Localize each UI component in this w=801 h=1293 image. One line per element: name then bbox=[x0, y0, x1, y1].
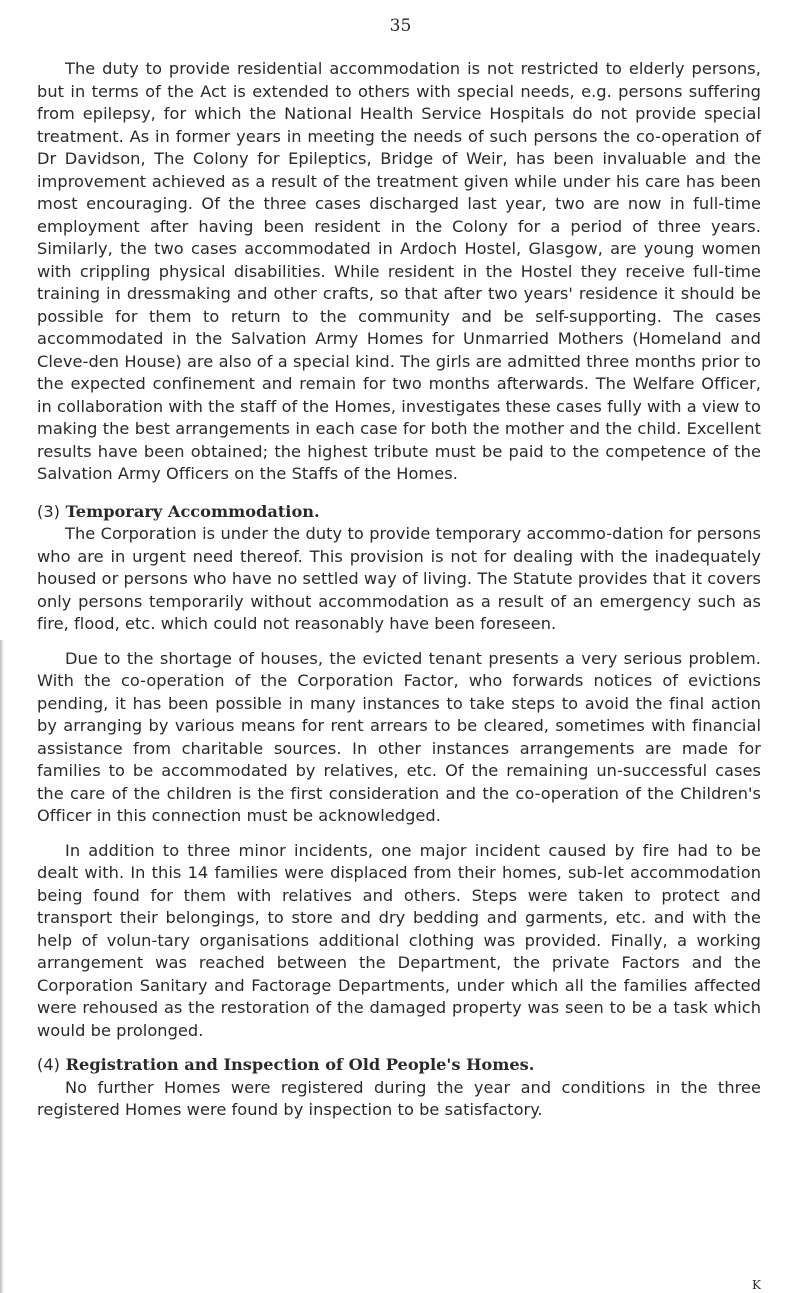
scan-edge-shadow bbox=[0, 640, 4, 1293]
paragraph-residential-accommodation: The duty to provide residential accommodation is not restricted to elderly persons, but in terms of the Act is extended to others with special needs, e.g. persons suffering from epilepsy, for which the National Health Service Hospitals do not provide special treatment. As in former years in meeting the needs of such persons the co-operation of Dr Davidson, The Colony for Epileptics, Bridge of Weir, has been invaluable and the improvement achieved as a result of the treatment given while under his care has been most encouraging. Of the three cases discharged last year, two are now in full-time employment after having been resident in the Colony for a period of three years. Similarly, the two cases accommodated in Ardoch Hostel, Glasgow, are young women with crippling physical disabilities. While resident in the Hostel they receive full-time training in dressmaking and other crafts, so that after two years' residence it should be possible for them to return to the community and be self-supporting. The cases accommodated in the Salvation Army Homes for Unmarried Mothers (Homeland and Cleve-den House) are also of a special kind. The girls are admitted three months prior to the expected confinement and remain for two months afterwards. The Welfare Officer, in collaboration with the staff of the Homes, investigates these cases fully with a view to making the best arrangements in each case for both the mother and the child. Excellent results have been obtained; the highest tribute must be paid to the competence of the Salvation Army Officers on the Staffs of the Homes. bbox=[37, 59, 761, 483]
section-heading-registration bbox=[37, 1054, 761, 1077]
paragraph-fire-incident: In addition to three minor incidents, one major incident caused by fire had to be dealt with. In this 14 families were displaced from their homes, sub-let accommodation being found for them with relatives and others. Steps were taken to protect and transport their belongings, to store and dry bedding and garments, etc. and with the help of volun-tary organisations additional clothing was provided. Finally, a working arrangement was reached between the Department, the private Factors and the Corporation Sanitary and Factorage Departments, under which all the families affected were rehoused as the restoration of the damaged property was seen to be a task which would be prolonged. bbox=[37, 840, 761, 1040]
section-number: (3) bbox=[37, 501, 60, 521]
page-number: 35 bbox=[389, 16, 412, 36]
section-heading-temporary-accommodation bbox=[37, 501, 761, 524]
signature-mark: K bbox=[752, 1278, 761, 1292]
paragraph-temporary-duty: The Corporation is under the duty to provide temporary accommo-dation for persons who are in urgent need thereof. This provision is not for dealing with the inadequately housed or persons who have no settled way of living. The Statute provides that it covers only persons temporarily without accommodation as a result of an emergency such as fire, flood, etc. which could not reasonably have been foreseen. bbox=[37, 524, 761, 633]
paragraph-evicted-tenant: Due to the shortage of houses, the evicted tenant presents a very serious problem. With the co-operation of the Corporation Factor, who forwards notices of evictions pending, it has been possible in many instances to take steps to avoid the final action by arranging by various means for rent arrears to be cleared, sometimes with financial assistance from charitable sources. In other instances arrangements are made for families to be accommodated by relatives, etc. Of the remaining un-successful cases the care of the children is the first consideration and the co-operation of the Children's Officer in this connection must be acknowledged. bbox=[37, 648, 761, 825]
document-body bbox=[37, 58, 761, 1122]
section-number: (4) bbox=[37, 1055, 60, 1074]
paragraph-registered-homes: No further Homes were registered during the year and conditions in the three registered Homes were found by inspection to be satisfactory. bbox=[37, 1077, 761, 1119]
section-title: Temporary Accommodation. bbox=[65, 501, 320, 521]
section-title: Registration and Inspection of Old People's Homes. bbox=[65, 1055, 535, 1074]
